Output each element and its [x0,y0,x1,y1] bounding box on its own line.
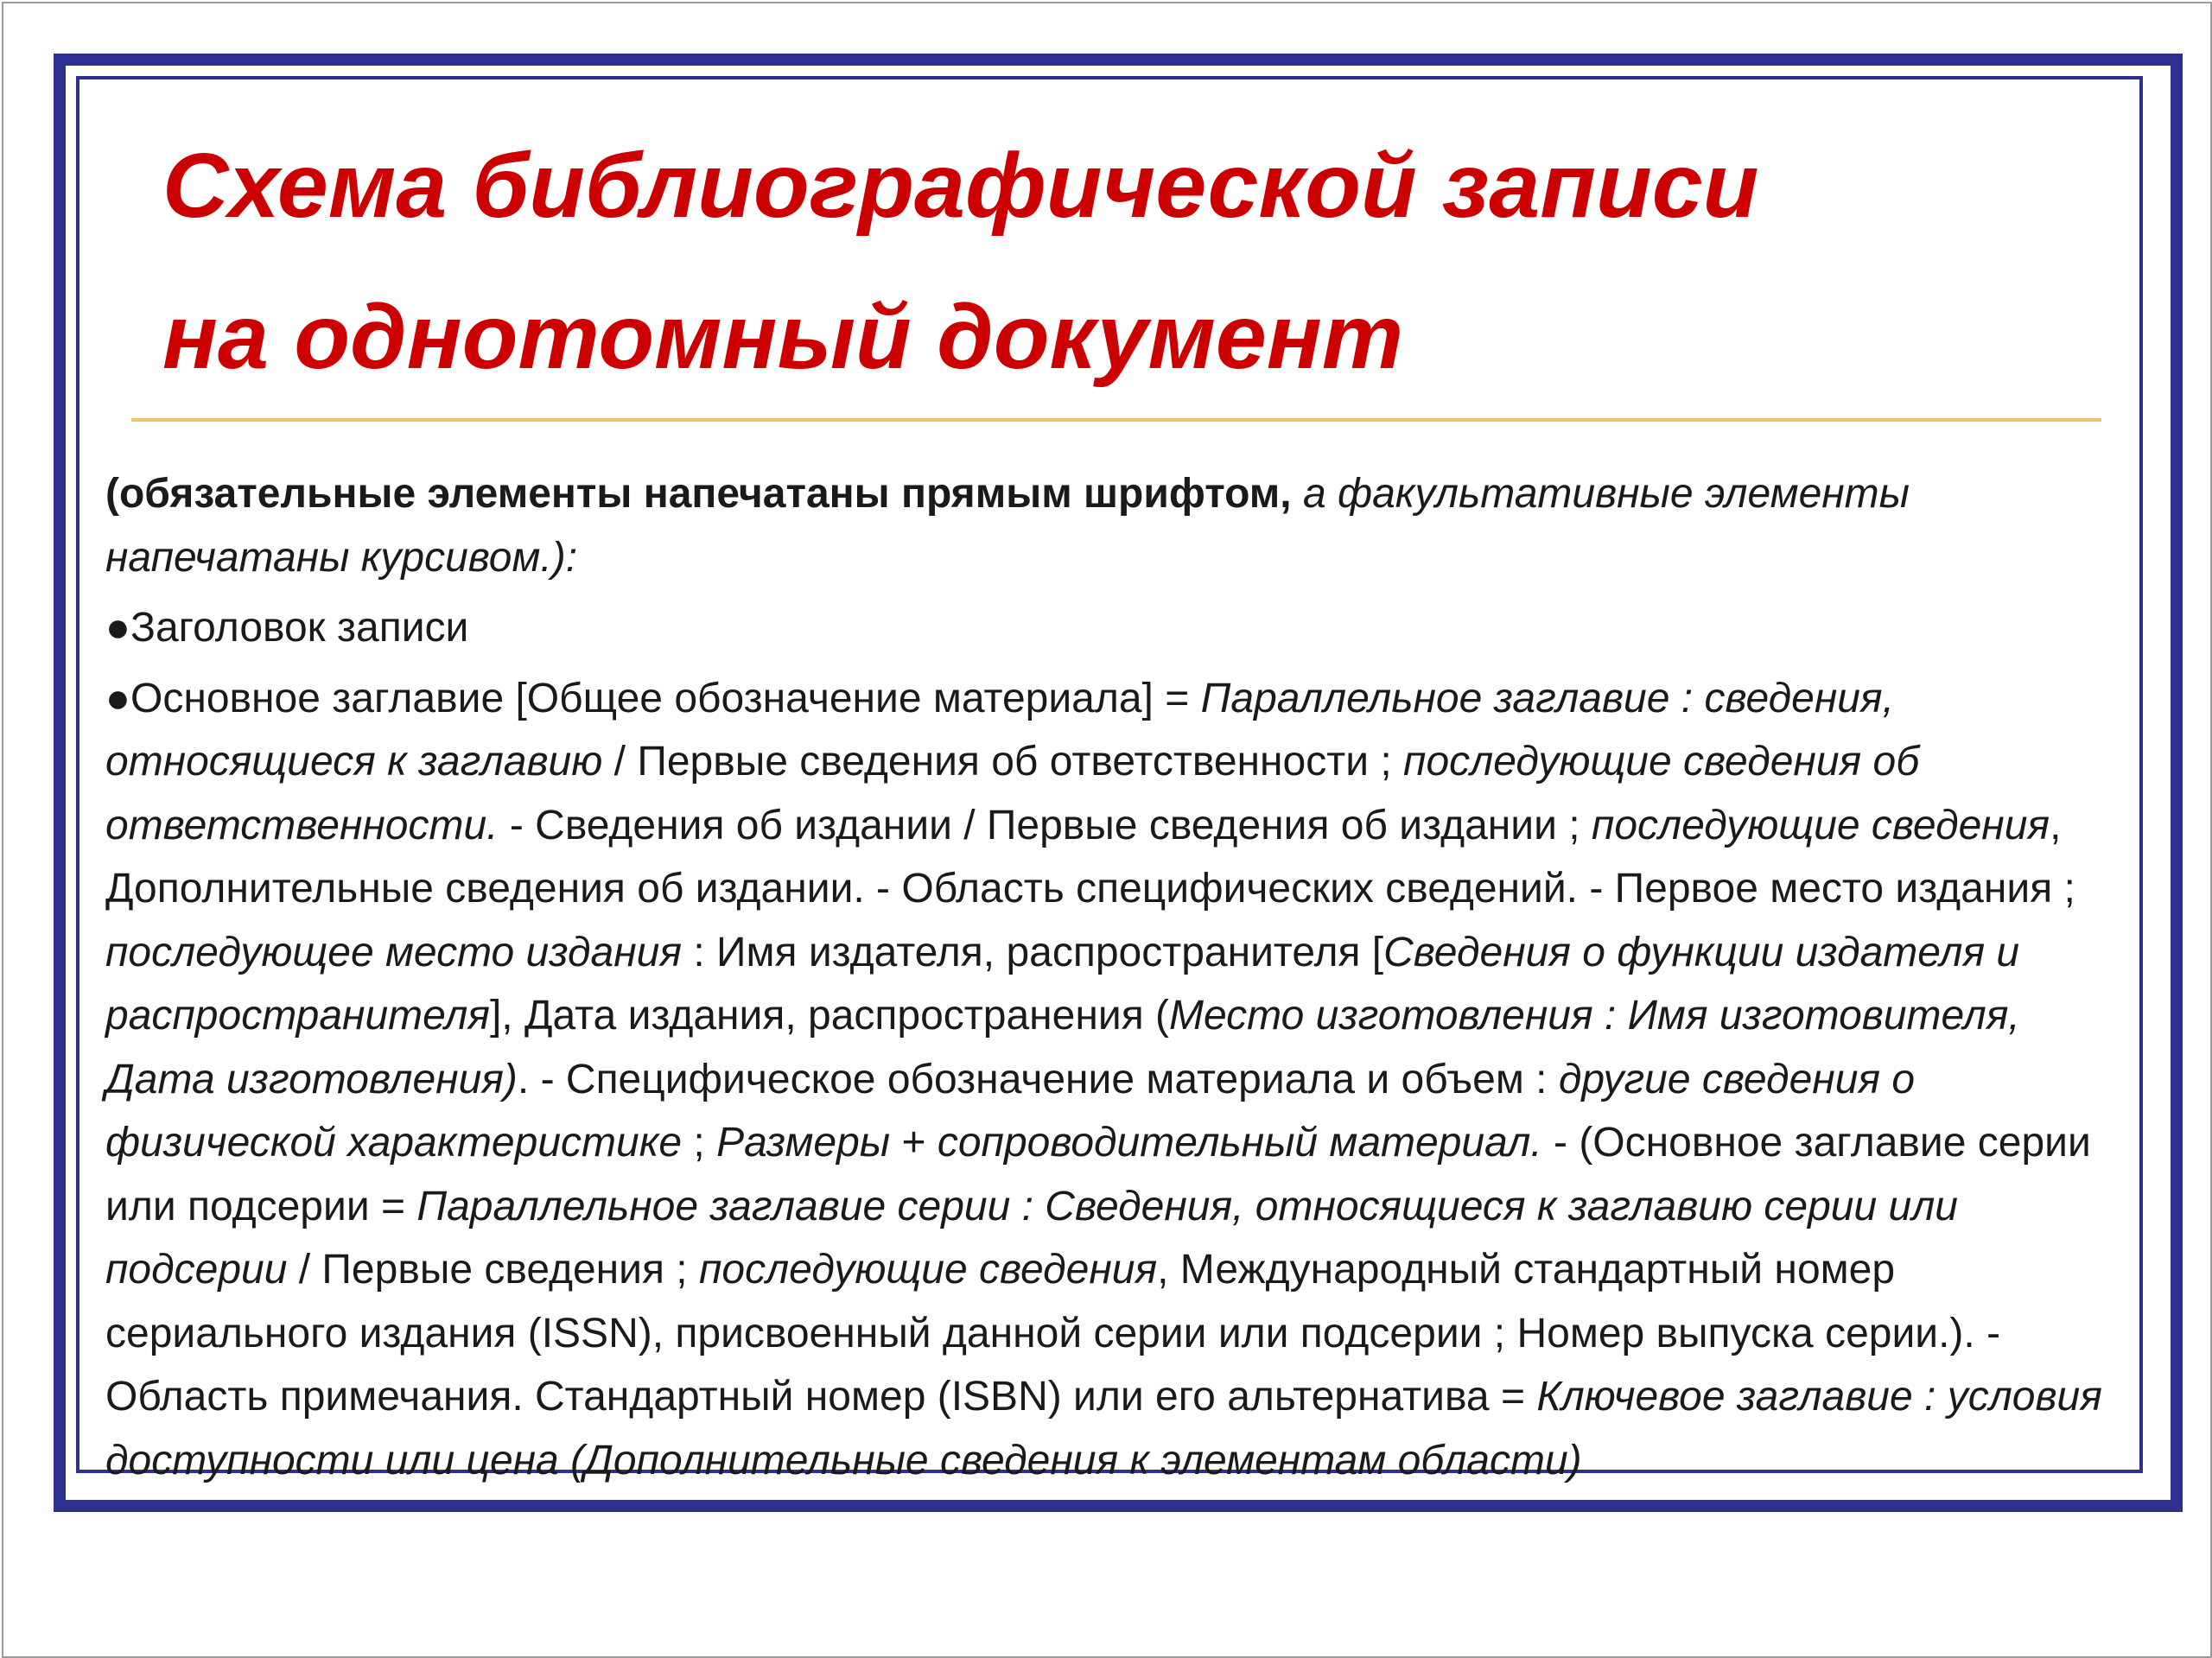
scheme-segment: - (Основное заглавие серии или подсерии = [105,1120,2091,1229]
scheme-segment: ●Основное заглавие [Общее обозначение материала] = [105,675,1201,721]
title-divider [131,418,2101,422]
scheme-segment-optional: Размеры [716,1120,891,1166]
scheme-segment: - Сведения об издании / Первые сведения об издании ; [498,802,1592,848]
scheme-segment-optional: Место изготовления : Имя изготовителя, Дата изготовления) [105,993,2020,1102]
slide-body [105,462,2119,1492]
scheme-segment-optional: последующее место издания [105,929,682,975]
scheme-segment: ; [682,1120,717,1166]
scheme-segment-optional: последующие сведения [1591,802,2050,848]
scheme-segment-optional: Параллельное заглавие серии : Сведения, относящиеся к заглавию серии или подсерии [105,1183,1958,1293]
intro-bold-text: (обязательные элементы напечатаны прямым шрифтом, [105,471,1292,517]
scheme-segment: , Международный стандартный номер сериального издания (ISSN), присвоенный данной серии или подсерии ; Номер выпуска серии.). - Область примечания. Стандартный номер (ISBN) или его альтернатива = [105,1247,2001,1420]
slide-title-line-2: на однотомный документ [162,286,1404,388]
scheme-segment: ], Дата издания, распространения ( [489,993,1170,1039]
scheme-segment: : Имя издателя, распространителя [ [681,929,1384,975]
scheme-segment: / Первые сведения об ответственности ; [602,739,1404,785]
scheme-segment-optional: Сведения о функции издателя и распространителя [105,929,2020,1039]
intro-italic-text: а факультативные элементы напечатаны курсивом.): [105,471,1910,581]
bullet-record-heading: ●Заголовок записи [105,605,469,651]
scheme-segment-optional: Ключевое заглавие : условия доступности или цена (Дополнительные сведения к элементам области) [105,1374,2102,1483]
scheme-segment: / Первые сведения ; [287,1247,699,1293]
scheme-segment-optional: сопроводительный материал. [937,1120,1542,1166]
intro-paragraph [105,462,2119,589]
scheme-segment: . - Специфическое обозначение материала и объем : [517,1056,1559,1102]
scheme-segment-optional: последующие сведения [698,1247,1158,1293]
slide-title [162,111,2063,413]
scheme-segment-optional: последующие сведения об ответственности. [105,739,1920,848]
bullet-record-scheme [105,667,2119,1493]
scheme-segment: , Дополнительные сведения об издании. - Область специфических сведений. - Первое место издания ; [105,802,2075,912]
slide-title-line-1: Схема библиографической записи [162,135,1759,237]
scheme-segment-optional: другие сведения о физической характеристике [105,1056,1916,1166]
scheme-segment: + [890,1120,938,1166]
scheme-segment-optional: Параллельное заглавие : сведения, относящиеся к заглавию [105,675,1894,785]
